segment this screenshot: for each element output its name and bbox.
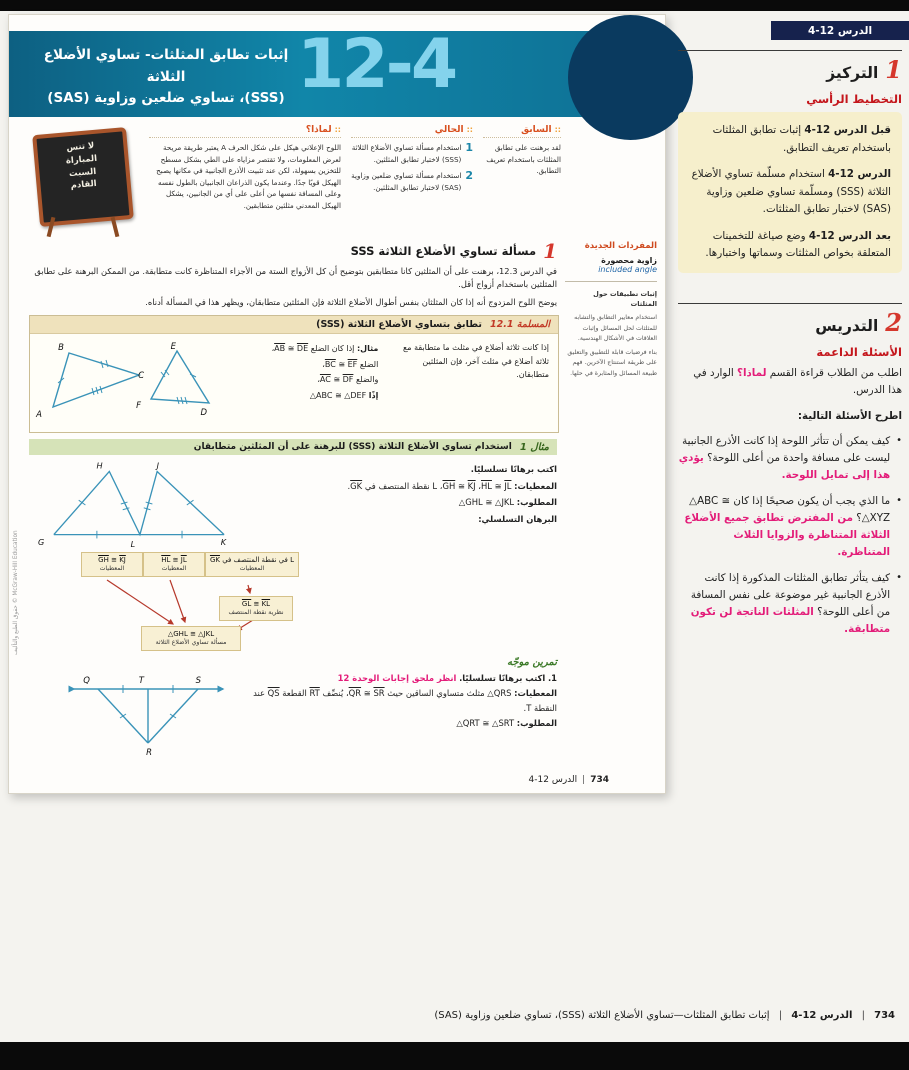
segment-label: $\overline{GH}$	[98, 556, 109, 564]
guided-practice-heading: تمرين موجّه	[506, 657, 557, 668]
congruent-symbol: ≅	[457, 480, 465, 491]
prove-label: المطلوب:	[516, 497, 557, 508]
row2-math	[325, 360, 357, 369]
board-line: المباراة	[65, 153, 98, 167]
flow-box-statement	[85, 555, 139, 565]
congruent-symbol: ≅	[333, 375, 341, 385]
copyright-vertical: حقوق الطبع والتأليف © McGraw-Hill Education	[13, 530, 19, 655]
why-label: لماذا؟	[305, 125, 332, 135]
segment-label: $\overline{GK}$	[209, 556, 220, 564]
sandwich-board-image	[27, 125, 139, 237]
row3-math	[320, 375, 353, 384]
figure-edges	[74, 689, 223, 743]
vertex-label-S: S	[195, 676, 201, 686]
segment-label: $\overline{EF}$	[347, 359, 358, 369]
vertex-label-L: L	[130, 539, 136, 550]
segment-label: $\overline{AB}$	[274, 344, 286, 353]
guided-practice-text	[247, 671, 557, 759]
plan-after	[689, 228, 891, 263]
section-paragraph-1: في الدرس 12.3، برهنت على أن المثلثين كانا متطابقين بتوضيح أن كل الأزواج الستة من الأجزاء المتناظرة كانت متطابقة. من الممكن البرهنة على تطابق المثلثين باستخدام أزواج أقل.	[34, 266, 557, 290]
separator: |	[861, 1010, 865, 1021]
answer: يؤدي هذا إلى تمايل اللوحة.	[678, 451, 891, 481]
flow-box-midpoint	[219, 596, 293, 621]
then-text: لقد برهنت على تطابق المثلثات باستخدام تعريف التطابق.	[486, 143, 561, 176]
lesson-tab-label: الدرس 12-4	[807, 24, 873, 37]
flow-box-reason: مسألة تساوي الأضلاع الثلاثة	[155, 639, 227, 647]
bullet-icon: •	[896, 435, 902, 446]
comma: ،	[317, 375, 320, 385]
now-header	[351, 125, 473, 138]
given-text: يُنصِّف	[322, 688, 344, 699]
header-dots: ::	[466, 125, 473, 134]
footer-page-number: 734	[874, 1010, 895, 1021]
page-number-lesson: الدرس 12-4	[528, 775, 578, 785]
now-item-1-number: 1	[465, 141, 473, 154]
focus-label: التركيز	[826, 64, 879, 82]
divider	[565, 281, 657, 282]
practices-text: بناء فرضيات قابلة للتطبيق والتعليق على طريقة استنتاج الآخرين. فهم طبيعة المسائل والمثابرة في حلها.	[567, 349, 657, 377]
segment-label: $\overline{GK}$	[350, 480, 363, 491]
segment-label: $\overline{JL}$	[180, 556, 187, 564]
bullet-icon: •	[896, 571, 902, 583]
postulate-label: المسلمة 12.1	[490, 319, 550, 330]
vertex-label-G: G	[37, 537, 45, 548]
lesson-header-band	[9, 25, 663, 117]
congruent-symbol: ≅	[338, 359, 346, 369]
teach-label: التدريس	[815, 316, 879, 335]
guided-practice	[29, 657, 557, 759]
read-prompt	[678, 365, 902, 400]
vertical-alignment-heading: التخطيط الرأسي	[806, 92, 902, 106]
triangle-edges	[54, 471, 224, 534]
segment-label: $\overline{GL}$	[241, 600, 252, 608]
standards-title: إثبات تطبيقات حول المثلثات	[593, 290, 657, 309]
congruent-symbol: ≅	[494, 480, 502, 491]
row1-pre: إذا كان الضلع	[310, 344, 355, 353]
now-item-2-number: 2	[465, 169, 473, 183]
flow-box-statement	[147, 555, 201, 565]
segment-label: $\overline{KL}$	[261, 600, 271, 608]
prove-label: المطلوب:	[516, 718, 557, 729]
question-item	[678, 493, 902, 561]
then-header	[483, 125, 561, 138]
lesson-title-line2: (SSS)، تساوي ضلعين وزاوية (SAS)	[47, 90, 285, 107]
example-tag: مثال 1	[519, 441, 549, 453]
vertex-label-Q: Q	[83, 676, 90, 686]
why-header	[149, 125, 341, 138]
header-dots: ::	[554, 125, 561, 134]
section-paragraph-2: يوضح اللوح المزدوج أنه إذا كان المثلثان بنفس أطوال الأضلاع الثلاثة فإن المثلثين متطابقان، ويظهر هذا في المسألة أدناه.	[145, 296, 557, 307]
congruent-symbol: ≅	[253, 600, 260, 608]
plan-lesson-text: استخدام مسلّمة تساوي الأضلاع الثلاثة (SSS) ومسلّمة تساوي ضلعين وزاوية (SAS) لاختبار تطابق المثلثات.	[691, 168, 891, 215]
flow-box-reason: المعطيات	[239, 565, 265, 573]
question-item	[678, 433, 902, 484]
item-instruction: اكتب برهانًا تسلسليًا.	[459, 673, 546, 683]
read-prompt-text: الوارد في هذا الدرس.	[693, 366, 902, 396]
postulate-header	[30, 316, 558, 334]
question-item	[678, 570, 902, 638]
page-number-value: 734	[590, 775, 609, 785]
example-instruction: اكتب برهانًا تسلسليًا.	[470, 464, 557, 474]
given-text: مثلث متساوي الساقين حيث	[387, 688, 485, 699]
given-label: المعطيات:	[514, 480, 557, 491]
conclusion-pre: إذًا	[368, 390, 379, 400]
then-label: السابق	[521, 125, 552, 135]
given-label: المعطيات:	[514, 688, 557, 699]
given-midpoint-text: L نقطة المنتصف في	[364, 480, 438, 491]
guided-practice-figure	[66, 671, 231, 759]
example-given	[257, 479, 557, 494]
lesson-tab	[771, 21, 909, 40]
separator: |	[778, 1010, 783, 1021]
given-text: عند النقطة T.	[253, 688, 557, 714]
flow-box-reason: نظرية نقطة المنتصف	[228, 609, 284, 617]
vertex-label-C: C	[138, 371, 144, 381]
vertex-label-F: F	[136, 401, 141, 411]
vertex-label-R: R	[146, 748, 152, 758]
plan-after-text: وضع صياغة للتخمينات المتعلقة بخواص المثلثات وسماتها واختبارها.	[705, 229, 891, 259]
student-page	[8, 14, 666, 794]
board-line: القادم	[70, 179, 98, 192]
teach-number: 2	[885, 307, 902, 337]
vertex-label-A: A	[36, 410, 42, 420]
postulate-box	[29, 315, 559, 433]
given-math-1	[481, 481, 511, 491]
plan-lesson-label: الدرس 12-4	[828, 168, 891, 180]
lesson-number-large: 12-4	[297, 25, 456, 104]
segment-label: $\overline{HL}$	[161, 556, 171, 564]
flow-proof-label: البرهان التسلسلي:	[478, 514, 557, 525]
example-title: استخدام تساوي الأضلاع الثلاثة (SSS) للبرهنة على أن المثلثين متطابقان	[193, 442, 512, 452]
now-column	[351, 125, 473, 237]
triangle-DEF	[151, 351, 209, 403]
plan-after-label: بعد الدرس 12-4	[808, 229, 891, 242]
footer-title: إثبات تطابق المثلثات—تساوي الأضلاع الثلاثة (SSS)، تساوي ضلعين وزاوية (SAS)	[434, 1010, 770, 1021]
postulate-example-row1	[229, 341, 378, 357]
now-item-2-text: استخدام مسألة تساوي ضلعين وزاوية (SAS) لاختبار تطابق المثلثين.	[351, 171, 462, 192]
page-number	[529, 775, 609, 785]
lesson-title	[27, 45, 305, 110]
vocab-term-english: included angle	[598, 265, 657, 274]
header-dots: ::	[334, 125, 341, 134]
focus-heading	[678, 55, 902, 84]
example-triangles-figure	[36, 460, 241, 548]
top-black-bar	[0, 0, 909, 11]
bullet-icon: •	[896, 494, 902, 506]
prove-math: △GHL ≅ △JKL	[458, 497, 515, 508]
example-prove	[257, 495, 557, 510]
flow-box-given-2	[143, 552, 205, 577]
spread-footer	[434, 1010, 895, 1021]
guided-item-line	[247, 671, 557, 686]
congruent-symbol: ≅	[287, 344, 295, 353]
segment-label: $\overline{SR}$	[373, 688, 385, 699]
vertex-label-D: D	[200, 408, 207, 418]
row2-pre: الضلع	[359, 359, 379, 369]
flow-box-statement: △GHL ≅ △JKL	[167, 630, 215, 638]
row1-math	[271, 344, 309, 353]
comma: ،	[271, 344, 275, 353]
concept-section	[29, 241, 557, 309]
vocab-heading: المفردات الجديدة	[584, 241, 657, 251]
item-number: 1.	[547, 673, 557, 683]
segment-label: $\overline{BC}$	[324, 359, 336, 369]
flow-box-statement	[209, 555, 295, 565]
segment-label: $\overline{DE}$	[296, 344, 309, 353]
question-text	[678, 493, 890, 561]
flow-box-reason: المعطيات	[161, 565, 187, 573]
comma: ،	[322, 359, 325, 369]
divider	[678, 303, 902, 304]
answer-reference: انظر ملحق إجابات الوحدة 12	[337, 673, 457, 683]
midpoint-text: L في نقطة المنتصف في	[222, 556, 295, 564]
example-1	[29, 439, 557, 654]
vertex-label-K: K	[220, 537, 227, 548]
footer-lesson: الدرس 12-4	[791, 1010, 853, 1021]
now-item-2	[351, 170, 473, 193]
read-prompt-why: لماذا؟	[737, 366, 767, 379]
vertex-label-T: T	[138, 676, 144, 686]
postulate-example-row3	[229, 372, 378, 388]
postulate-statement: إذا كانت ثلاثة أضلاع في مثلث ما متطابقة مع ثلاثة أضلاع في مثلث آخر، فإن المثلثين متطابقان.	[403, 343, 549, 380]
conclusion-math: △ABC ≅ △DEF	[309, 390, 367, 400]
congruent-symbol: ≅	[111, 556, 117, 564]
postulate-conclusion	[229, 388, 378, 404]
supporting-questions-heading: الأسئلة الداعمة	[816, 344, 902, 359]
given-math-2	[439, 480, 476, 491]
question-mark: ؟	[856, 511, 862, 524]
chalkboard-sign	[32, 127, 134, 227]
postulate-triangles-figure	[36, 341, 219, 423]
segment-label: $\overline{KJ}$	[119, 556, 126, 564]
postulate-example	[229, 341, 378, 423]
example-text	[257, 460, 557, 548]
ask-prompt: اطرح الأسئلة التالية:	[797, 409, 902, 422]
bottom-black-bar	[0, 1042, 909, 1070]
given-text: القطعة	[282, 688, 307, 699]
segment-label: $\overline{QS}$	[267, 688, 280, 699]
guided-given	[247, 686, 557, 716]
flow-box-given-1	[81, 552, 143, 577]
flow-box-given-3	[205, 552, 299, 577]
now-item-1	[351, 142, 473, 165]
then-now-why-row	[23, 125, 561, 237]
triangle-name: △QRS	[487, 688, 512, 699]
answer: من المفترض تطابق جميع الأضلاع الثلاثة المتناظرة والزوايا الثلاث المتناظرة.	[684, 511, 891, 558]
section-title: مسألة تساوي الأضلاع الثلاثة SSS	[350, 244, 537, 258]
section-heading	[29, 241, 557, 261]
vertex-label-B: B	[58, 343, 64, 353]
vocab-term-arabic: زاوية محصورة	[601, 256, 657, 265]
period: .	[347, 480, 351, 491]
question: ما الذي يجب أن يكون صحيحًا إذا كان	[733, 494, 891, 507]
board-line: السبت	[68, 166, 97, 179]
read-prompt-text: اطلب من الطلاب قراءة القسم	[769, 366, 902, 379]
section-number: 1	[543, 239, 557, 263]
focus-number: 1	[885, 55, 902, 84]
vertex-label-E: E	[170, 342, 176, 352]
answer: المثلثات الناتجة لن تكون متطابقة.	[690, 605, 891, 635]
flow-proof	[29, 552, 557, 654]
flow-box-conclusion	[141, 626, 241, 651]
flow-box-statement	[223, 599, 289, 609]
prove-math: △QRT ≅ △SRT	[456, 718, 515, 729]
segment-label: $\overline{JL}$	[504, 480, 512, 491]
lesson-title-line1: إثبات تطابق المثلثات- تساوي الأضلاع الثلاثة	[43, 47, 289, 85]
divider	[678, 50, 902, 51]
question: كيف يتأثر تطابق المثلثات المذكورة إذا كانت الأذرع الجانبية غير موضوعة على نفس المسافة من أعلى اللوحة؟	[690, 571, 891, 618]
given-math	[349, 688, 385, 698]
segment-label: $\overline{KJ}$	[467, 480, 476, 491]
header-swoosh-decoration	[568, 15, 693, 140]
tick-marks	[79, 500, 194, 538]
question-text	[678, 570, 890, 638]
plan-lesson	[689, 166, 891, 219]
then-column	[483, 125, 561, 237]
segment-label: $\overline{QR}$	[348, 688, 362, 699]
now-label: الحالي	[434, 125, 464, 135]
segment-label: $\overline{GH}$	[442, 480, 456, 491]
flow-box-reason: المعطيات	[99, 565, 125, 573]
plan-before	[689, 122, 891, 157]
comma: ،	[439, 480, 443, 491]
example-label: مثال:	[356, 344, 379, 353]
vertex-label-H: H	[96, 460, 103, 471]
question-math: △ABC ≅ △XYZ	[689, 494, 891, 524]
guided-practice-row	[29, 671, 557, 759]
separator: |	[582, 775, 586, 785]
segment-label: $\overline{DF}$	[342, 375, 354, 385]
example-header-bar	[29, 439, 557, 455]
now-item-1-text: استخدام مسألة تساوي الأضلاع الثلاثة (SSS) لاختبار تطابق المثلثين.	[351, 143, 462, 164]
postulate-title: تطابق بتساوي الأضلاع الثلاثة (SSS)	[316, 319, 482, 330]
example-content-row	[29, 460, 557, 548]
vertex-label-J: J	[156, 460, 160, 471]
teach-heading	[678, 307, 902, 337]
question-text	[678, 433, 890, 484]
postulate-body	[30, 334, 558, 432]
why-column	[149, 125, 341, 237]
congruent-symbol: ≅	[363, 688, 371, 699]
teacher-wrap-column	[678, 50, 902, 647]
vertical-alignment-box	[678, 112, 902, 273]
plan-before-text: إثبات تطابق المثلثات باستخدام تعريف التطابق.	[712, 124, 891, 154]
segment-label: $\overline{RT}$	[309, 688, 320, 699]
standards-text: استخدام معايير التطابق والتشابه للمثلثات لحل المسائل وإثبات العلاقات في الأشكال الهندسية.	[574, 314, 657, 342]
postulate-example-row2	[229, 357, 378, 373]
guided-prove	[247, 716, 557, 731]
plan-before-label: قبل الدرس 12-4	[804, 124, 891, 136]
question: كيف يمكن أن تتأثر اللوحة إذا كانت الأذرع الجانبية ليست على مسافة واحدة من أعلى اللوحة؟	[682, 435, 891, 464]
comma: ،	[478, 480, 481, 491]
board-line: لا تنس	[66, 140, 95, 154]
vocabulary-sidebar	[565, 241, 657, 379]
segment-label: $\overline{AC}$	[319, 375, 331, 385]
why-text: اللوح الإعلاني هيكل على شكل الحرف A يعتبر طريقة مريحة لعرض المعلومات، ولا تقتصر مزاياه على الطي بشكل مسطح للتخزين بسهولة، لكن عند تثبيت الأذرع الجانبية في مكانها يصبح الهيكل قويًا جدًا. وعندما يكون الذراعان الجانبيان بالطول نفسه وعلى المسافة نفسها من أعلى على أي من الجانبين، يشكل الهيكل المعدني مثلثين متطابقين.	[156, 143, 341, 210]
row3-pre: والضلع	[355, 375, 379, 385]
comma: ،	[345, 688, 349, 699]
segment-label: $\overline{HL}$	[480, 480, 492, 491]
congruent-symbol: ≅	[172, 556, 179, 564]
triangle-ABC	[53, 353, 139, 407]
